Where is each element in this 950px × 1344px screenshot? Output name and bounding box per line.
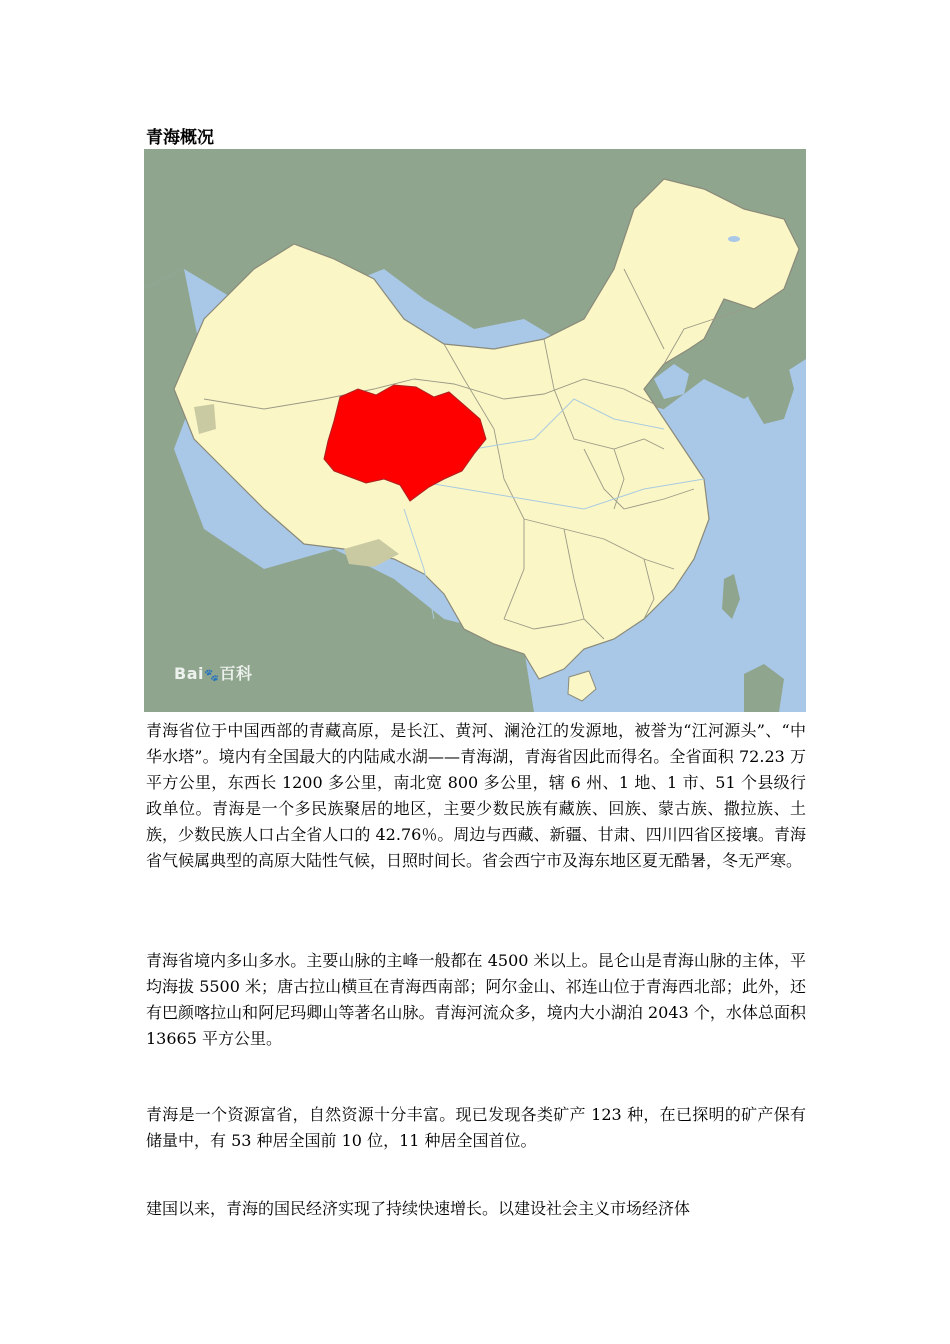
baidu-baike-watermark: [174, 661, 252, 684]
watermark-brand: Bai: [174, 664, 204, 683]
paragraph-geography: 青海省境内多山多水。主要山脉的主峰一般都在 4500 米以上。昆仑山是青海山脉的主体，平均海拔 5500 米；唐古拉山横亘在青海西南部；阿尔金山、祁连山位于青海西北部；此外，还有巴颜喀拉山和阿尼玛卿山等著名山脉。青海河流众多，境内大小湖泊 2043 个，水体总面积 13665 平方公里。: [146, 951, 806, 1048]
lake-northeast: [728, 236, 740, 242]
paragraph-economy: 建国以来，青海的国民经济实现了持续快速增长。以建设社会主义市场经济体: [146, 1199, 691, 1218]
map-graphic: [144, 149, 806, 712]
paragraph-resources: 青海是一个资源富省，自然资源十分丰富。现已发现各类矿产 123 种，在已探明的矿产保有储量中，有 53 种居全国前 10 位，11 种居全国首位。: [146, 1105, 806, 1150]
china-map-qinghai: [144, 149, 806, 712]
paw-icon: 🐾: [203, 668, 220, 682]
watermark-suffix: 百科: [219, 664, 253, 683]
page-title: 青海概况: [146, 128, 214, 148]
paragraph-overview: 青海省位于中国西部的青藏高原，是长江、黄河、澜沧江的发源地，被誉为“江河源头”、“中华水塔”。境内有全国最大的内陆咸水湖——青海湖，青海省因此而得名。全省面积 72.23 万平方公里，东西长 1200 多公里，南北宽 800 多公里，辖 6 州、1 地、1 市、51 个县级行政单位。青海是一个多民族聚居的地区，主要少数民族有藏族、回族、蒙古族、撒拉族、土族，少数民族人口占全省人口的 42.76％。周边与西藏、新疆、甘肃、四川四省区接壤。青海省气候属典型的高原大陆性气候，日照时间长。省会西宁市及海东地区夏无酷暑，冬无严寒。: [146, 721, 806, 870]
